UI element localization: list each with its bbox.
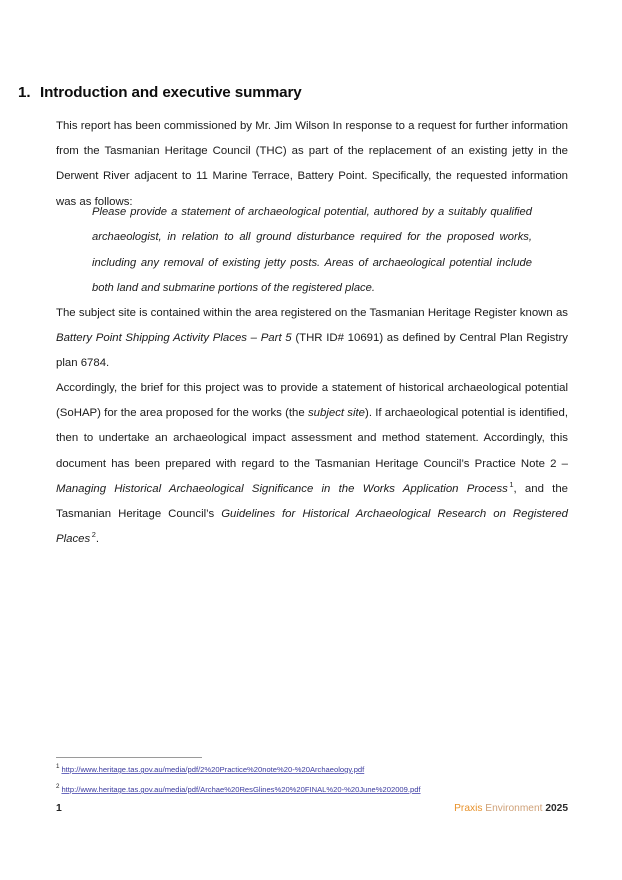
footer-year: 2025 [545, 803, 568, 814]
heading-number: 1. [18, 84, 31, 101]
paragraph-brief-lead: Accordingly, the brief for this project was to provide a statement of historical archaeological potential (SoHAP) for the area proposed for the works (the [56, 382, 568, 420]
blockquote-brief-request [92, 200, 532, 302]
paragraph-subject-site [56, 301, 568, 377]
term-subject-site: subject site [307, 407, 366, 420]
heading-text: Introduction and executive summary [40, 84, 302, 101]
register-place-name: Battery Point Shipping Activity Places – Part 5 [56, 332, 292, 345]
paragraph-subject-site-lead: The subject site is contained within the area registered on the Tasmanian Heritage Register known as [56, 307, 568, 319]
footnote-2-link[interactable]: http://www.heritage.tas.gov.au/media/pdf/Archae%20ResGlines%20%20FINAL%20-%20June%202009.pdf [61, 785, 421, 794]
page-footer [56, 803, 568, 819]
footnote-1-link[interactable]: http://www.heritage.tas.gov.au/media/pdf/2%20Practice%20note%20-%20Archaeology.pdf [61, 765, 365, 774]
footnote-separator [56, 757, 202, 758]
brand-praxis: Praxis [454, 803, 483, 814]
paragraph-subject-site-tail: (THR ID# 10691) as defined by Central Plan Registry plan 6784. [56, 332, 568, 370]
blockquote-text-lastline: land and submarine portions of the registered place. [116, 282, 375, 295]
footnote-ref-2[interactable]: 2 [91, 530, 96, 540]
footnote-2-marker: 2 [56, 783, 60, 791]
blockquote-text: Please provide a statement of archaeological potential, authored by a suitably qualified archaeologist, in relation to all ground disturbance required for the proposed works, including any removal of existing jetty posts. Areas of archaeological potential include both [92, 206, 532, 295]
paragraph-brief-scope [56, 376, 568, 552]
footer-brand [454, 803, 568, 814]
page-title [18, 84, 512, 102]
practice-note-title: Managing Historical Archaeological Significance in the Works Application Process [56, 482, 508, 495]
footnote-ref-1[interactable]: 1 [509, 480, 514, 490]
paragraph-brief-tail: . [95, 533, 99, 546]
footnote-1 [56, 765, 364, 774]
paragraph-brief-mid: ). If archaeological potential is identified, then to undertake an archaeological impact assessment and method statement. Accordingly, this document has been prepared with regard to the Tasmanian Heritage Council’s Practice Note 2 – [56, 407, 568, 470]
paragraph-brief-mid2: , and the Tasmanian Heritage Council’s [56, 482, 568, 521]
brand-environment: Environment [485, 803, 543, 814]
footnote-2 [56, 785, 421, 794]
guidelines-title: Guidelines for Historical Archaeological Research on Registered Places [56, 508, 568, 546]
footnote-1-marker: 1 [56, 763, 60, 771]
paragraph-intro: This report has been commissioned by Mr. Jim Wilson In response to a request for further information from the Tasmanian Heritage Council (THC) as part of the replacement of an existing jetty in the Derwent River adjacent to 11 Marine Terrace, Battery Point. Specifically, the requested information was as follows: [56, 120, 568, 208]
page-number: 1 [56, 803, 62, 814]
